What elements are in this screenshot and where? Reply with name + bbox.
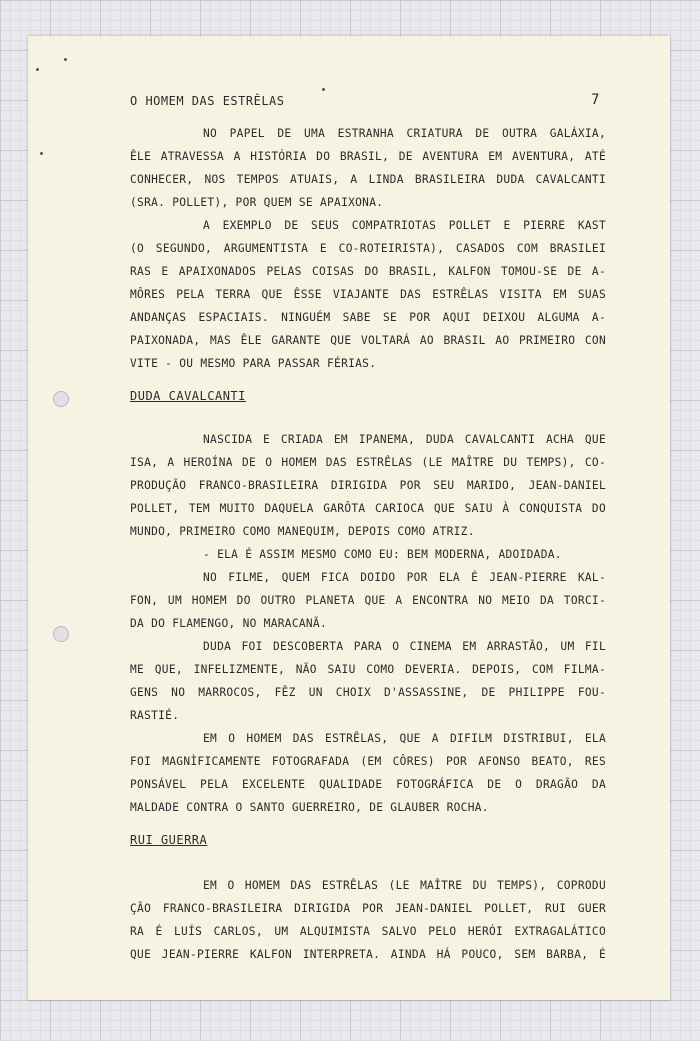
text-line: VITE - OU MESMO PARA PASSAR FÉRIAS.	[130, 357, 377, 370]
text-line: ANDANÇAS ESPACIAIS. NINGUÉM SABE SE POR AQUI DEIXOU ALGUMA A-	[130, 311, 606, 324]
text-line: EM O HOMEM DAS ESTRÊLAS (LE MAÎTRE DU TEMPS), COPRODU	[203, 879, 606, 892]
text-line: MÔRES PELA TERRA QUE ÊSSE VIAJANTE DAS ESTRÊLAS VISITA EM SUAS	[130, 288, 606, 301]
ink-speck	[36, 68, 39, 71]
text-line: MUNDO, PRIMEIRO COMO MANEQUIM, DEPOIS COMO ATRIZ.	[130, 525, 475, 538]
text-line: (O SEGUNDO, ARGUMENTISTA E CO-ROTEIRISTA), CASADOS COM BRASILEI	[130, 242, 606, 255]
ink-speck	[64, 58, 67, 61]
page-number: 7	[591, 92, 600, 108]
text-line: RA É LUÍS CARLOS, UM ALQUIMISTA SALVO PELO HERÓI EXTRAGALÁTICO	[130, 925, 606, 938]
punch-hole	[53, 391, 69, 407]
text-line: NASCIDA E CRIADA EM IPANEMA, DUDA CAVALCANTI ACHA QUE	[203, 433, 606, 446]
text-line: PONSÁVEL PELA EXCELENTE QUALIDADE FOTOGRÁFICA DE O DRAGÃO DA	[130, 778, 606, 791]
text-line: ÇÃO FRANCO-BRASILEIRA DIRIGIDA POR JEAN-DANIEL POLLET, RUI GUER	[130, 902, 606, 915]
text-line: - ELA É ASSIM MESMO COMO EU: BEM MODERNA, ADOIDADA.	[203, 548, 562, 561]
running-title: O HOMEM DAS ESTRÊLAS	[130, 94, 285, 108]
text-line: POLLET, TEM MUITO DAQUELA GARÔTA CARIOCA QUE SAIU À CONQUISTA DO	[130, 502, 606, 515]
text-line: A EXEMPLO DE SEUS COMPATRIOTAS POLLET E PIERRE KAST	[203, 219, 606, 232]
text-line: QUE JEAN-PIERRE KALFON INTERPRETA. AINDA HÁ POUCO, SEM BARBA, É	[130, 948, 606, 961]
ink-speck	[40, 152, 43, 155]
text-line: GENS NO MARROCOS, FÊZ UN CHOIX D'ASSASSINE, DE PHILIPPE FOU-	[130, 686, 606, 699]
text-line: NO PAPEL DE UMA ESTRANHA CRIATURA DE OUTRA GALÁXIA,	[203, 127, 606, 140]
text-line: (SRA. POLLET), POR QUEM SE APAIXONA.	[130, 196, 384, 209]
text-line: FON, UM HOMEM DO OUTRO PLANETA QUE A ENCONTRA NO MEIO DA TORCI-	[130, 594, 606, 607]
text-line: PRODUÇÃO FRANCO-BRASILEIRA DIRIGIDA POR SEU MARIDO, JEAN-DANIEL	[130, 479, 606, 492]
text-line: MALDADE CONTRA O SANTO GUERREIRO, DE GLAUBER ROCHA.	[130, 801, 489, 814]
section-heading-duda-cavalcanti: DUDA CAVALCANTI	[130, 389, 246, 403]
text-line: RASTIÉ.	[130, 709, 180, 722]
text-line: CONHECER, NOS TEMPOS ATUAIS, A LINDA BRASILEIRA DUDA CAVALCANTI	[130, 173, 606, 186]
text-line: DUDA FOI DESCOBERTA PARA O CINEMA EM ARRASTÃO, UM FIL	[203, 640, 606, 653]
text-line: DA DO FLAMENGO, NO MARACANÃ.	[130, 617, 327, 630]
text-line: NO FILME, QUEM FICA DOIDO POR ELA É JEAN-PIERRE KAL-	[203, 571, 606, 584]
text-line: ISA, A HEROÍNA DE O HOMEM DAS ESTRÊLAS (LE MAÎTRE DU TEMPS), CO-	[130, 456, 606, 469]
punch-hole	[53, 626, 69, 642]
text-line: ME QUE, INFELIZMENTE, NÃO SAIU COMO DEVERIA. DEPOIS, COM FILMA-	[130, 663, 606, 676]
ink-speck	[322, 88, 325, 91]
text-line: EM O HOMEM DAS ESTRÊLAS, QUE A DIFILM DISTRIBUI, ELA	[203, 732, 606, 745]
text-line: PAIXONADA, MAS ÊLE GARANTE QUE VOLTARÁ AO BRASIL AO PRIMEIRO CON	[130, 334, 606, 347]
section-heading-rui-guerra: RUI GUERRA	[130, 833, 208, 847]
typewritten-page	[28, 36, 670, 1000]
text-line: FOI MAGNÌFICAMENTE FOTOGRAFADA (EM CÔRES) POR AFONSO BEATO, RES	[130, 755, 606, 768]
text-line: ÊLE ATRAVESSA A HISTÓRIA DO BRASIL, DE AVENTURA EM AVENTURA, ATÉ	[130, 150, 606, 163]
text-line: RAS E APAIXONADOS PELAS COISAS DO BRASIL, KALFON TOMOU-SE DE A-	[130, 265, 606, 278]
